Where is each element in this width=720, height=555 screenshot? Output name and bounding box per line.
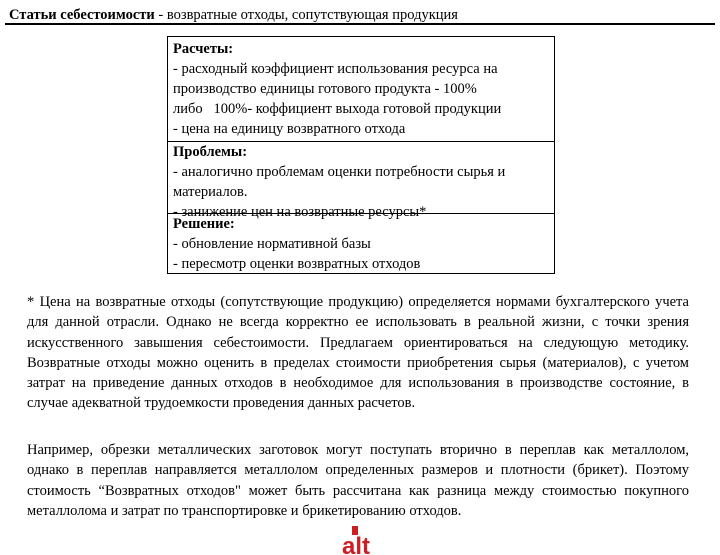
section-calculations-heading: Расчеты: [173, 41, 234, 57]
problems-line: материалов. [173, 184, 248, 200]
calc-line: производство единицы готового продукта - 100% [173, 81, 477, 97]
section-solution [168, 213, 554, 274]
page-title-rest: - возвратные отходы, сопутствующая продукция [154, 7, 458, 23]
page-title-bold: Статьи себестоимости [9, 7, 155, 23]
problems-line: - занижение цен на возвратные ресурсы* [173, 204, 427, 220]
section-calculations [168, 39, 554, 139]
logo-text: alt [341, 533, 371, 555]
section-problems-heading: Проблемы: [173, 144, 248, 160]
section-solution-heading: Решение: [173, 216, 235, 232]
calc-line: - цена на единицу возвратного отхода [173, 121, 406, 137]
solution-line: - обновление нормативной базы [173, 236, 371, 252]
alt-logo-icon [333, 526, 379, 555]
calc-line: - расходный коэффициент использования ресурса на [173, 61, 498, 77]
section-problems [168, 141, 554, 222]
solution-line: - пересмотр оценки возвратных отходов [173, 256, 421, 272]
info-box [167, 36, 555, 274]
problems-line: - аналогично проблемам оценки потребности сырья и [173, 164, 506, 180]
title-divider [5, 23, 715, 25]
example-paragraph: Например, обрезки металлических заготовок могут поступать вторично в переплав как металлолом, однако в переплав направляется металлолом определенных размеров и плотности (брикет). Поэтому стоимость “Возвратных отходов" может быть рассчитана как разница между стоимостью покупного металлолома и затрат по транспортировке и брикетированию отходов. [27, 442, 689, 519]
footnote-paragraph: * Цена на возвратные отходы (сопутствующие продукцию) определяется нормами бухгалтерского учета для данной отрасли. Однако не всегда корректно ее использовать в реальной жизни, с точки зрения искусственного завышения себестоимости. Предлагаем ориентироваться на следующую методику. Возвратные отходы можно оценить в пределах стоимости приобретения сырья (материалов), с учетом затрат на приведение данных отходов в необходимое для использования в производстве состояние, в случае адекватной трудоемкости проведения данных расчетов. [27, 294, 689, 412]
calc-line: либо 100%- коффициент выхода готовой продукции [173, 101, 502, 117]
page-title [9, 6, 711, 24]
